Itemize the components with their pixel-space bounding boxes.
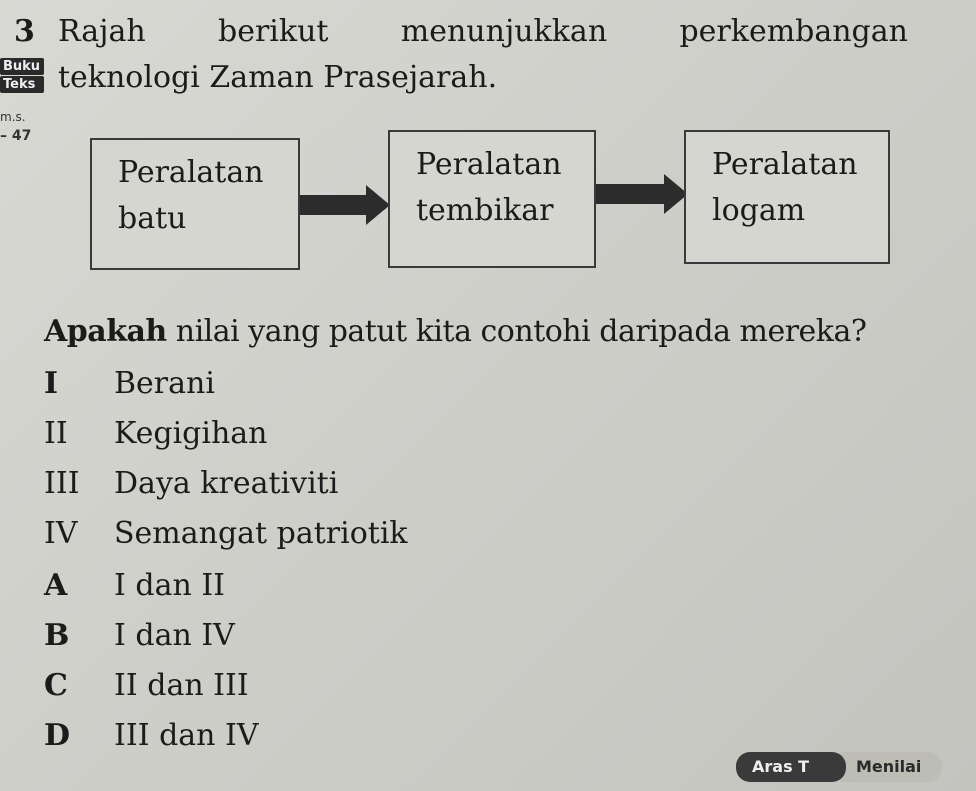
answer-option-d[interactable] bbox=[44, 718, 259, 753]
page-ref-number: – 47 bbox=[0, 128, 32, 144]
question-line-2: teknologi Zaman Prasejarah. bbox=[58, 60, 498, 95]
statement-item bbox=[44, 416, 268, 451]
option-label: B bbox=[44, 618, 70, 653]
question-number: 3 bbox=[14, 14, 35, 49]
word: menunjukkan bbox=[400, 14, 608, 49]
arrow-right-icon bbox=[300, 185, 390, 225]
box-line-2: logam bbox=[712, 193, 806, 228]
statement-text: Semangat patriotik bbox=[114, 516, 408, 551]
textbook-badge bbox=[0, 58, 44, 93]
skill-badge: Menilai bbox=[830, 752, 942, 782]
statement-text: Daya kreativiti bbox=[114, 466, 339, 501]
box-line-1: Peralatan bbox=[118, 155, 264, 190]
answer-option-a[interactable] bbox=[44, 568, 225, 603]
statement-text: Berani bbox=[114, 366, 215, 401]
stone-tools-box bbox=[90, 138, 300, 270]
statement-item bbox=[44, 516, 408, 551]
box-line-2: tembikar bbox=[416, 193, 554, 228]
option-text: II dan III bbox=[114, 668, 249, 703]
metal-tools-box bbox=[684, 130, 890, 264]
option-text: III dan IV bbox=[114, 718, 259, 753]
page-ref-label: m.s. bbox=[0, 110, 26, 124]
prompt-bold: Apakah bbox=[44, 314, 167, 349]
statement-text: Kegigihan bbox=[114, 416, 268, 451]
badge-top: Buku bbox=[0, 58, 44, 75]
badge-bottom: Teks bbox=[0, 76, 44, 93]
option-label: A bbox=[44, 568, 68, 603]
word: perkembangan bbox=[679, 14, 908, 49]
question-prompt bbox=[44, 314, 866, 349]
statement-item bbox=[44, 366, 215, 401]
word: Rajah bbox=[58, 14, 146, 49]
option-label: C bbox=[44, 668, 68, 703]
box-line-2: batu bbox=[118, 201, 187, 236]
answer-option-b[interactable] bbox=[44, 618, 235, 653]
statement-label: II bbox=[44, 416, 68, 451]
statement-label: IV bbox=[44, 516, 78, 551]
arrow-right-icon bbox=[596, 174, 688, 214]
box-line-1: Peralatan bbox=[416, 147, 562, 182]
word: berikut bbox=[218, 14, 329, 49]
option-text: I dan II bbox=[114, 568, 226, 603]
statement-label: III bbox=[44, 466, 80, 501]
option-label: D bbox=[44, 718, 71, 753]
statement-label: I bbox=[44, 366, 59, 401]
question-line-1 bbox=[58, 14, 908, 49]
pottery-tools-box bbox=[388, 130, 596, 268]
answer-option-c[interactable] bbox=[44, 668, 249, 703]
level-badge: Aras T bbox=[736, 752, 846, 782]
prompt-text: nilai yang patut kita contohi daripada mereka? bbox=[166, 314, 867, 349]
box-line-1: Peralatan bbox=[712, 147, 858, 182]
statement-item bbox=[44, 466, 338, 501]
option-text: I dan IV bbox=[114, 618, 235, 653]
